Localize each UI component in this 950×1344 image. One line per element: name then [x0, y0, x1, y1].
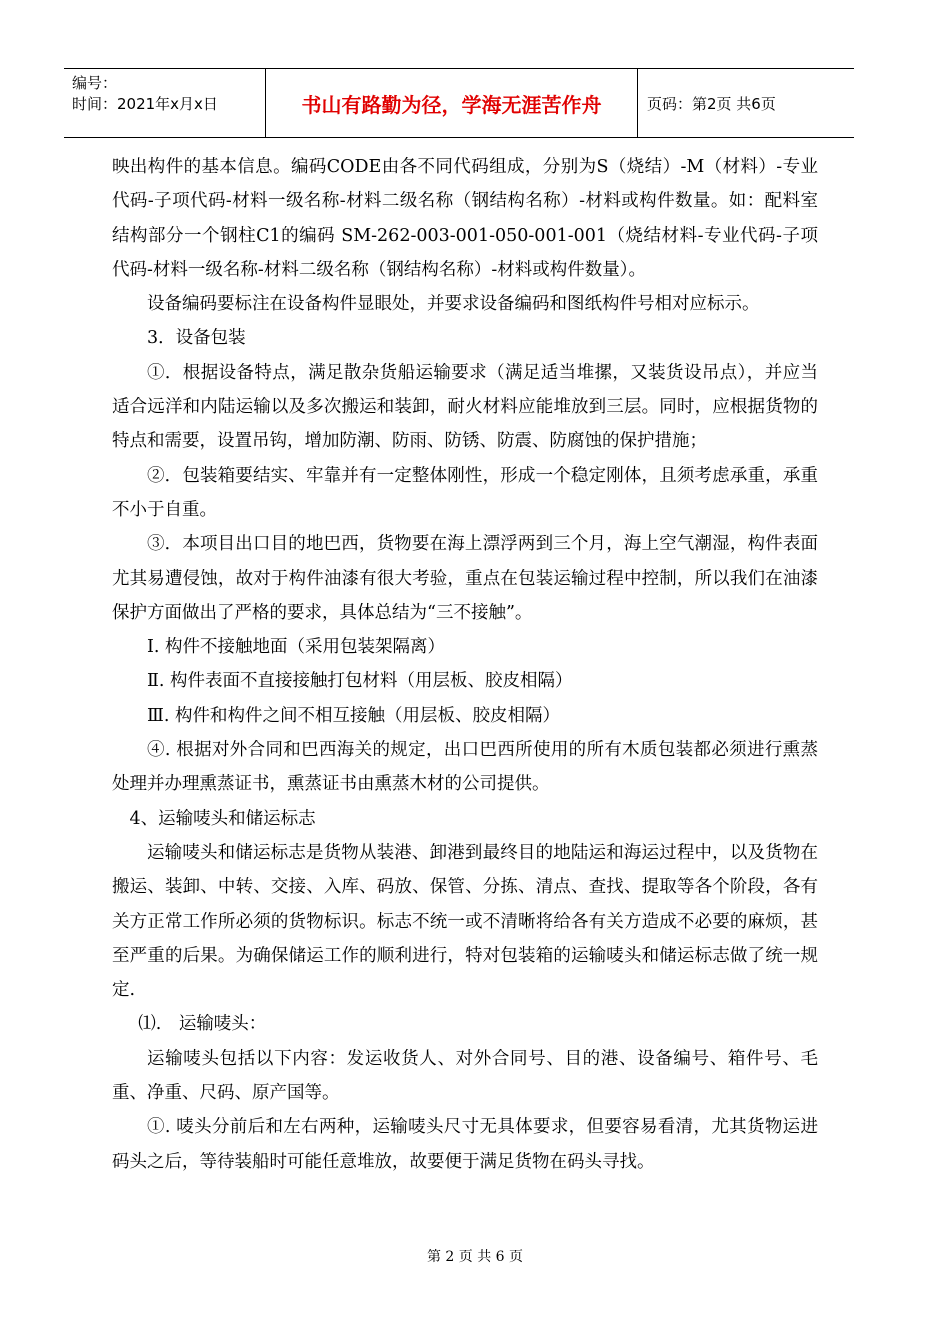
- page-header: [64, 68, 854, 138]
- paragraph: 运输唛头包括以下内容：发运收货人、对外合同号、目的港、设备编号、箱件号、毛重、净重、尺码、原产国等。: [112, 1048, 818, 1104]
- paragraph: Ⅱ. 构件表面不直接接触打包材料（用层板、胶皮相隔）: [147, 671, 573, 692]
- header-page-info: 页码：第2页 共6页: [647, 94, 776, 113]
- document-number-label: 编号：: [72, 74, 118, 92]
- header-motto: 书山有路勤为径，学海无涯苦作舟: [266, 69, 638, 137]
- page-footer: 第 2 页 共 6 页: [426, 1249, 524, 1265]
- paragraph: Ⅰ. 构件不接触地面（采用包装架隔离）: [147, 637, 446, 658]
- paragraph: 3．设备包装: [147, 328, 246, 349]
- paragraph: ①. 唛头分前后和左右两种，运输唛头尺寸无具体要求，但要容易看清，尤其货物运进码头之后，等待装船时可能任意堆放，故要便于满足货物在码头寻找。: [112, 1117, 818, 1172]
- paragraph: ①．根据设备特点，满足散杂货船运输要求（满足适当堆摞，又装货设吊点），并应当适合远洋和内陆运输以及多次搬运和装卸，耐火材料应能堆放到三层。同时，应根据货物的特点和需要，设置吊钩，增加防潮、防雨、防锈、防震、防腐蚀的保护措施；: [112, 362, 818, 452]
- paragraph: Ⅲ. 构件和构件之间不相互接触（用层板、胶皮相隔）: [147, 705, 561, 726]
- paragraph: ③．本项目出口目的地巴西，货物要在海上漂浮两到三个月，海上空气潮湿，构件表面尤其易遭侵蚀，故对于构件油漆有很大考验，重点在包装运输过程中控制，所以我们在油漆保护方面做出了严格的要求，具体总结为“三不接触”。: [112, 534, 818, 623]
- document-body: [112, 150, 818, 1179]
- paragraph: ②．包装箱要结实、牢靠并有一定整体刚性，形成一个稳定刚体，且须考虑承重，承重不小于自重。: [112, 465, 818, 520]
- paragraph: 运输唛头和储运标志是货物从装港、卸港到最终目的地陆运和海运过程中，以及货物在搬运、装卸、中转、交接、入库、码放、保管、分拣、清点、查找、提取等各个阶段，各有关方正常工作所必须的货物标识。标志不统一或不清晰将给各有关方造成不必要的麻烦，甚至严重的后果。为确保储运工作的顺利进行，特对包装箱的运输唛头和储运标志做了统一规定.: [112, 842, 818, 1001]
- paragraph: 设备编码要标注在设备构件显眼处，并要求设备编码和图纸构件号相对应标示。: [147, 294, 760, 315]
- paragraph: ④. 根据对外合同和巴西海关的规定，出口巴西所使用的所有木质包装都必须进行熏蒸处理并办理熏蒸证书，熏蒸证书由熏蒸木材的公司提供。: [112, 740, 818, 795]
- header-left-cell: [64, 69, 266, 137]
- document-time-label: 时间：2021年x月x日: [72, 95, 218, 113]
- paragraph: ⑴. 运输唛头：: [138, 1014, 267, 1035]
- paragraph: 4、运输唛头和储运标志: [129, 808, 316, 829]
- paragraph: 映出构件的基本信息。编码CODE由各不同代码组成，分别为S（烧结）-M（材料）-专业代码-子项代码-材料一级名称-材料二级名称（钢结构名称）-材料或构件数量。如：配料室结构部分一个钢柱C1的编码 SM-262-003-001-050-001-001（烧结材料-专业代码-子项代码-材料一级名称-材料二级名称（钢结构名称）-材料或构件数量）。: [112, 157, 818, 280]
